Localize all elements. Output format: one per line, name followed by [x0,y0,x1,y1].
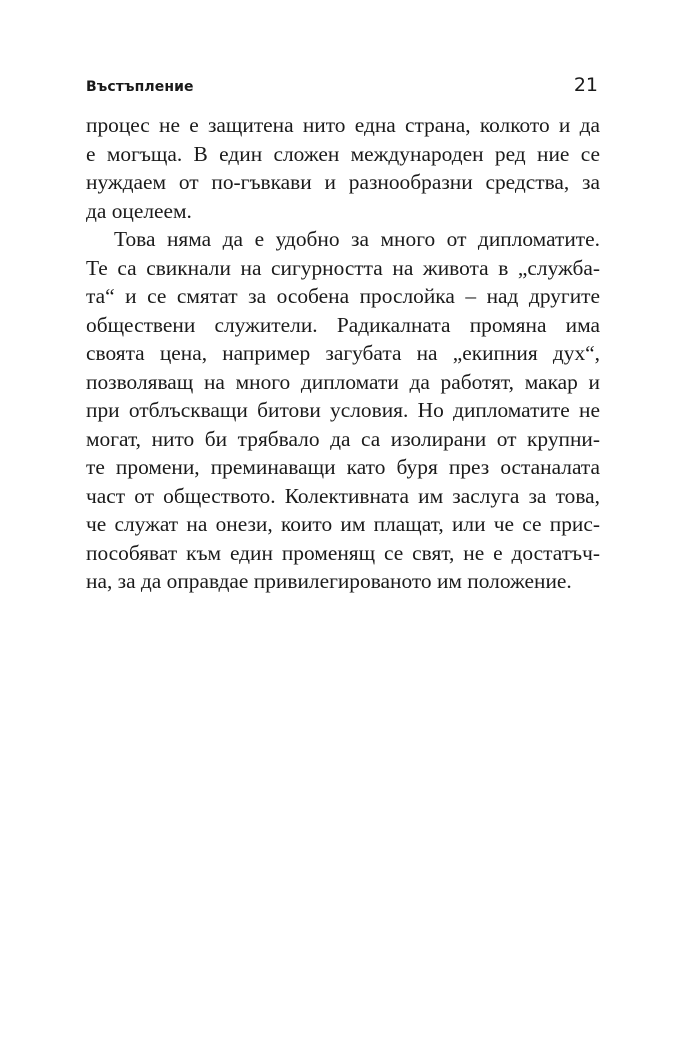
text-line: да оцелеем. [86,198,192,223]
text-line: позволяващ на много дипломати да работят, макар и [86,369,600,394]
section-title: Въстъпление [86,79,194,95]
text-line: своята цена, например загубата на „екипния дух“, [86,341,600,365]
text-line: че служат на онези, които им плащат, или че се прис- [86,512,600,536]
text-line: пособяват към един променящ се свят, не е достатъч- [86,540,600,565]
text-line: е могъща. В един сложен международен ред ние се [86,141,600,166]
text-line: могат, нито би трябвало да са изолирани от крупни- [86,426,600,451]
text-line: Те са свикнали на сигурността на живота в „служба- [86,255,600,280]
paragraph-2 [86,225,600,596]
text-line: при отблъскващи битови условия. Но дипломатите не [86,398,600,422]
running-head [86,75,600,103]
text-line: на, за да оправдае привилегированото им положение. [86,569,572,593]
text-line: процес не е защитена нито една страна, колкото и да [86,113,600,137]
text-line: та“ и се смятат за особена прослойка – над другите [86,284,600,308]
text-line: обществени служители. Радикалната промяна има [86,312,600,337]
text-line: нуждаем от по-гъвкави и разнообразни средства, за [86,170,600,194]
page-number: 21 [573,74,598,96]
text-line: те промени, преминаващи като буря през останалата [86,455,600,479]
body-text [86,111,600,596]
paragraph-1 [86,111,600,225]
text-line: част от обществото. Колективната им заслуга за това, [86,483,600,508]
text-line: Това няма да е удобно за много от дипломатите. [114,227,600,251]
